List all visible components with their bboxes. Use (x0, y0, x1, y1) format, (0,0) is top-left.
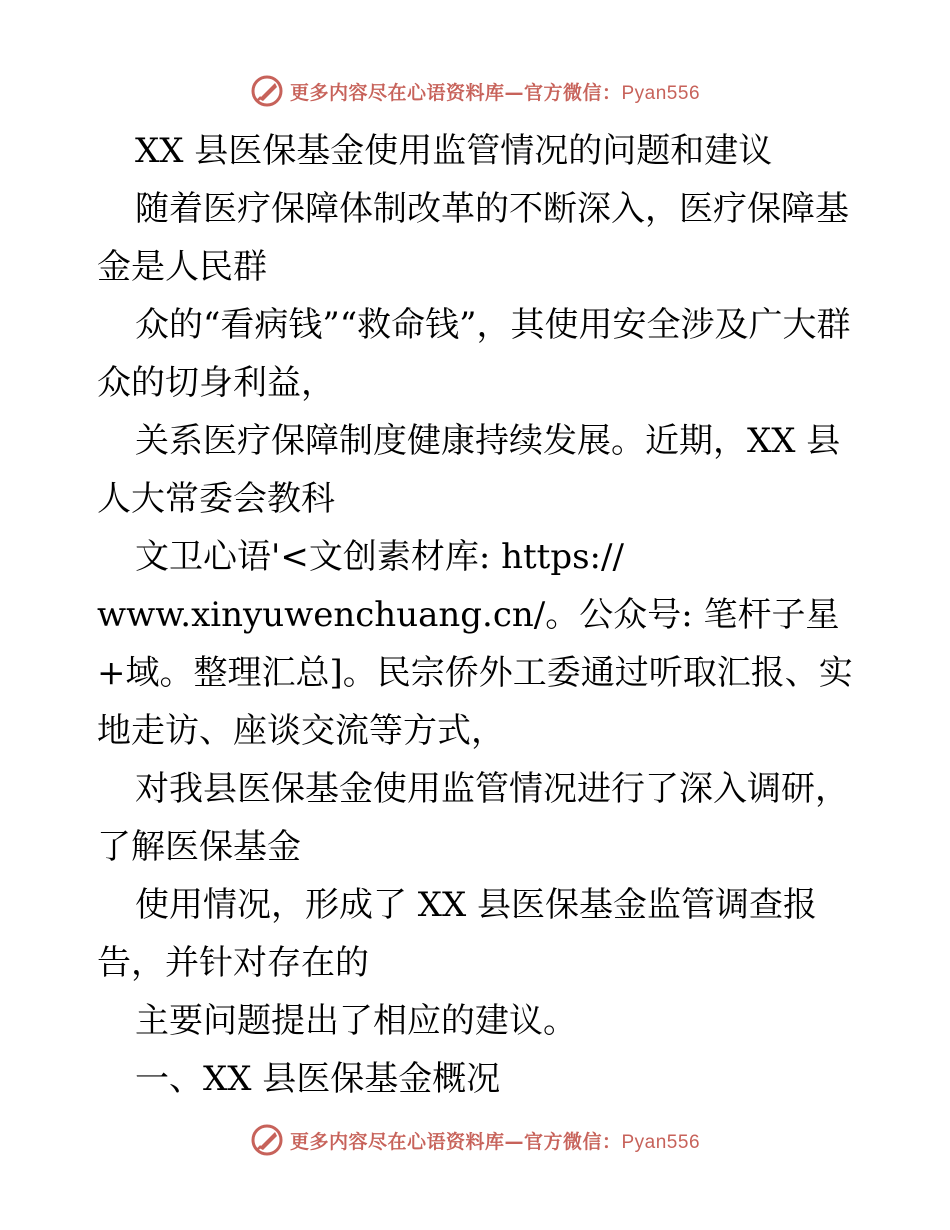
paragraph-line: www.xinyuwenchuang.cn/。公众号: 笔杆子星 (97, 595, 840, 635)
paragraph-line: 关系医疗保障制度健康持续发展。近期，XX 县人大常委会教科 (97, 421, 841, 519)
quill-pen-logo-icon (250, 74, 284, 108)
header-watermark-banner (0, 71, 950, 111)
paragraph-line: 众的“看病钱”“救命钱”，其使用安全涉及广大群众的切身利益， (97, 305, 851, 403)
footer-watermark-banner (0, 1120, 950, 1160)
paragraph-line: 主要问题提出了相应的建议。 (135, 1001, 577, 1041)
wechat-id: Pyan556 (621, 82, 701, 104)
paragraph-line: 对我县医保基金使用监管情况进行了深入调研，了解医保基金 (97, 769, 849, 867)
document-title: XX 县医保基金使用监管情况的问题和建议 (135, 131, 773, 171)
section-heading: 一、XX 县医保基金概况 (135, 1059, 501, 1099)
paragraph-line: +域。整理汇总]。民宗侨外工委通过听取汇报、实地走访、座谈交流等方式， (97, 653, 853, 751)
paragraph-line: 文卫心语'<文创素材库: https:// (135, 537, 624, 577)
document-body (97, 122, 857, 1108)
paragraph-line: 随着医疗保障体制改革的不断深入，医疗保障基金是人民群 (97, 189, 849, 287)
wechat-id: Pyan556 (621, 1131, 701, 1153)
quill-pen-logo-icon (250, 1123, 284, 1157)
paragraph-line: 使用情况，形成了 XX 县医保基金监管调查报告，并针对存在的 (97, 885, 818, 983)
watermark-text: 更多内容尽在心语资料库—官方微信：Pyan556 (289, 1130, 701, 1153)
watermark-text: 更多内容尽在心语资料库—官方微信：Pyan556 (289, 81, 701, 104)
